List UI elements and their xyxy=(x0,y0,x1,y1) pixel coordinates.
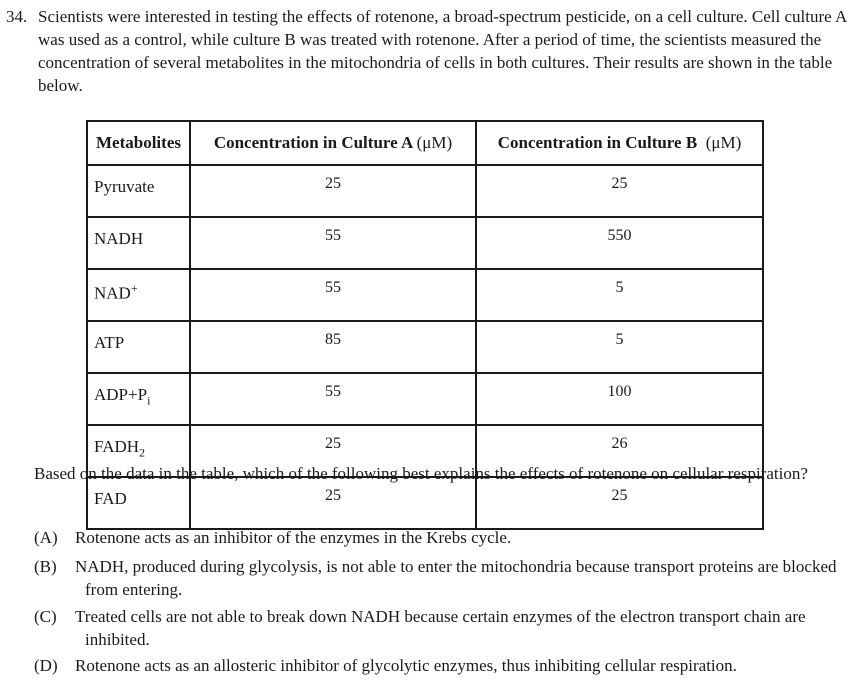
culture-a-value: 25 xyxy=(190,477,476,529)
choice-text: Rotenone acts as an allosteric inhibitor of glycolytic enzymes, thus inhibiting cellular respiration. xyxy=(75,656,737,675)
question-prompt: Based on the data in the table, which of the following best explains the effects of rotenone on cellular respiration? xyxy=(34,464,808,483)
table-row xyxy=(87,165,763,217)
header-culture-a: Concentration in Culture A (μM) xyxy=(190,121,476,165)
question-stem: Scientists were interested in testing the effects of rotenone, a broad-spectrum pesticide, on a cell culture. Cell culture A was used as a control, while culture B was treated with rotenone. After a period of time, the scientists measured the concentration of several metabolites in the mitochondria of cells in both cultures. Their results are shown in the table below. xyxy=(38,7,847,95)
question-number: 34. xyxy=(6,7,28,26)
culture-b-value: 25 xyxy=(476,165,763,217)
culture-b-value: 100 xyxy=(476,373,763,425)
metabolite-name: $FADH_2$ xyxy=(87,425,190,477)
answer-choice-b[interactable] xyxy=(34,555,864,601)
subscript: i xyxy=(147,393,151,408)
choice-letter: (B) xyxy=(34,557,57,576)
choice-letter: (A) xyxy=(34,528,58,547)
culture-a-value: 25 xyxy=(190,425,476,477)
culture-b-value: 25 xyxy=(476,477,763,529)
answer-choice-d[interactable] xyxy=(34,654,864,677)
table-row xyxy=(87,321,763,373)
metabolite-name: $ADP+P_i$ xyxy=(87,373,190,425)
header-culture-b: Concentration in Culture B (μM) xyxy=(476,121,763,165)
culture-a-value: 25 xyxy=(190,165,476,217)
table-row xyxy=(87,269,763,321)
culture-a-value: 85 xyxy=(190,321,476,373)
choice-letter: (D) xyxy=(34,656,58,675)
table-header-row xyxy=(87,121,763,165)
metabolite-name: FAD xyxy=(87,477,190,529)
culture-a-value: 55 xyxy=(190,269,476,321)
culture-a-value: 55 xyxy=(190,217,476,269)
charge-superscript: + xyxy=(130,281,138,295)
metabolite-name: Pyruvate xyxy=(87,165,190,217)
table-row xyxy=(87,217,763,269)
culture-a-value: 55 xyxy=(190,373,476,425)
culture-b-value: 5 xyxy=(476,269,763,321)
culture-b-value: 26 xyxy=(476,425,763,477)
answer-choice-a[interactable] xyxy=(34,526,864,549)
choice-text: Rotenone acts as an inhibitor of the enzymes in the Krebs cycle. xyxy=(75,528,512,547)
subscript: 2 xyxy=(139,445,146,460)
metabolite-name: NADH xyxy=(87,217,190,269)
choice-text: Treated cells are not able to break down NADH because certain enzymes of the electron transport chain are inhibited. xyxy=(75,607,806,649)
table-row xyxy=(87,373,763,425)
choice-text: NADH, produced during glycolysis, is not able to enter the mitochondria because transport proteins are blocked from entering. xyxy=(75,557,837,599)
metabolite-name: ATP xyxy=(87,321,190,373)
culture-b-value: 550 xyxy=(476,217,763,269)
metabolite-name: NAD+ xyxy=(87,269,190,321)
culture-b-value: 5 xyxy=(476,321,763,373)
choice-letter: (C) xyxy=(34,607,57,626)
answer-choice-c[interactable] xyxy=(34,605,864,651)
header-metabolites: Metabolites xyxy=(87,121,190,165)
